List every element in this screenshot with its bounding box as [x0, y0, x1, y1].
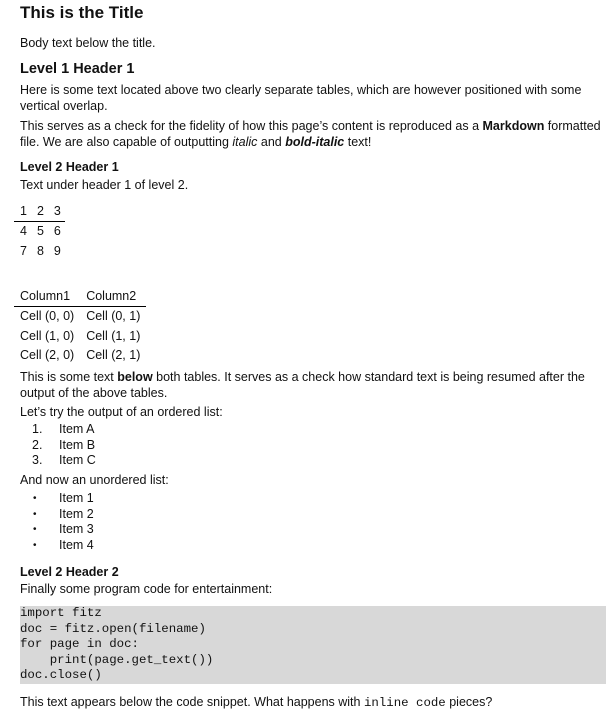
paragraph-2-part-c: formatted file. We are also capable of outputting [20, 119, 601, 149]
ordered-list-intro: Let’s try the output of an ordered list: [20, 405, 223, 419]
table-header-cell: Column2 [80, 286, 146, 306]
page-title: This is the Title [20, 3, 144, 22]
inline-code: inline code [363, 696, 446, 710]
table-row [14, 221, 65, 241]
below-bold: below [117, 370, 153, 384]
bullet-icon: • [33, 508, 37, 520]
table-row [14, 326, 146, 346]
table-row [14, 306, 146, 326]
cells-table [14, 286, 146, 365]
unordered-list [20, 491, 94, 553]
list-item-label: Item A [59, 422, 95, 436]
bullet-icon: • [33, 524, 37, 536]
table-header-row [14, 286, 146, 306]
list-number: 1. [32, 422, 43, 436]
table-header-cell: Column1 [14, 286, 80, 306]
table-header-cell: 1 [14, 201, 31, 221]
table-cell: Cell (1, 0) [20, 328, 75, 343]
table-header-row [14, 201, 65, 221]
list-item [20, 538, 94, 554]
table-cell: 5 [36, 224, 44, 239]
code-block [20, 606, 606, 684]
unordered-list-intro: And now an unordered list: [20, 473, 169, 487]
list-item [20, 491, 94, 507]
code-line: for page in doc: [20, 637, 139, 652]
table-cell: 9 [53, 243, 61, 258]
table-cell: 6 [53, 224, 61, 239]
paragraph-2-part-e: and [257, 135, 286, 149]
table-header-cell: 2 [31, 201, 48, 221]
table-cell: 7 [20, 243, 27, 258]
paragraph-3-part-c: both tables. It serves as a check how standard text is being resumed after the output of the above tables. [20, 370, 585, 400]
paragraph-3-part-a: This is some text [20, 370, 118, 384]
level2-header-1: Level 2 Header 1 [20, 160, 119, 174]
paragraph-2-part-g: text! [344, 135, 372, 149]
list-item-label: Item C [59, 453, 96, 468]
list-number: 2. [32, 437, 43, 452]
code-line: import fitz [20, 606, 102, 620]
list-item-label: Item 2 [59, 506, 94, 521]
table-cell: Cell (2, 0) [20, 348, 75, 363]
list-item-label: Item B [59, 437, 96, 452]
text-under-header: Text under header 1 of level 2. [20, 178, 189, 192]
list-item [20, 438, 96, 454]
paragraph-2-part-a: This serves as a check for the fidelity of how this page’s content is reproduced as a [20, 119, 483, 133]
list-item [20, 507, 94, 523]
level1-header-1: Level 1 Header 1 [20, 61, 135, 77]
list-item-label: Item 3 [59, 522, 94, 537]
final-part-c: pieces? [445, 695, 493, 709]
markdown-bold: Markdown [482, 119, 545, 133]
code-intro-text: Finally some program code for entertainment: [20, 582, 273, 596]
ordered-list [20, 422, 96, 469]
final-paragraph [20, 694, 492, 711]
table-row [14, 346, 146, 366]
body-intro-text: Body text below the title. [20, 36, 156, 50]
table-cell: 8 [36, 243, 44, 258]
paragraph-2 [20, 118, 609, 150]
table-header-cell: 3 [48, 201, 65, 221]
table-cell: 4 [20, 224, 27, 239]
code-line: doc = fitz.open(filename) [20, 621, 206, 636]
table-cell: Cell (2, 1) [86, 348, 141, 363]
bullet-icon: • [33, 493, 37, 504]
table-cell: Cell (0, 0) [20, 309, 75, 324]
numbers-table [14, 201, 65, 261]
list-item [20, 453, 96, 469]
paragraph-3 [20, 369, 609, 401]
list-item-label: Item 4 [59, 537, 94, 552]
table-cell: Cell (1, 1) [86, 328, 141, 343]
italic-word: italic [232, 135, 258, 149]
bold-italic-word: bold-italic [285, 135, 345, 149]
paragraph-1: Here is some text located above two clearly separate tables, which are however positioned with some vertical overlap. [20, 83, 582, 113]
table-row [14, 241, 65, 261]
list-item [20, 422, 96, 438]
level2-header-2: Level 2 Header 2 [20, 565, 119, 579]
bullet-icon: • [33, 539, 37, 551]
table-cell: Cell (0, 1) [86, 309, 141, 324]
list-item-label: Item 1 [59, 491, 94, 505]
list-item [20, 522, 94, 538]
code-line: doc.close() [20, 668, 102, 683]
code-line: print(page.get_text()) [20, 652, 214, 667]
final-part-a: This text appears below the code snippet. What happens with [20, 695, 364, 709]
list-number: 3. [32, 453, 43, 468]
